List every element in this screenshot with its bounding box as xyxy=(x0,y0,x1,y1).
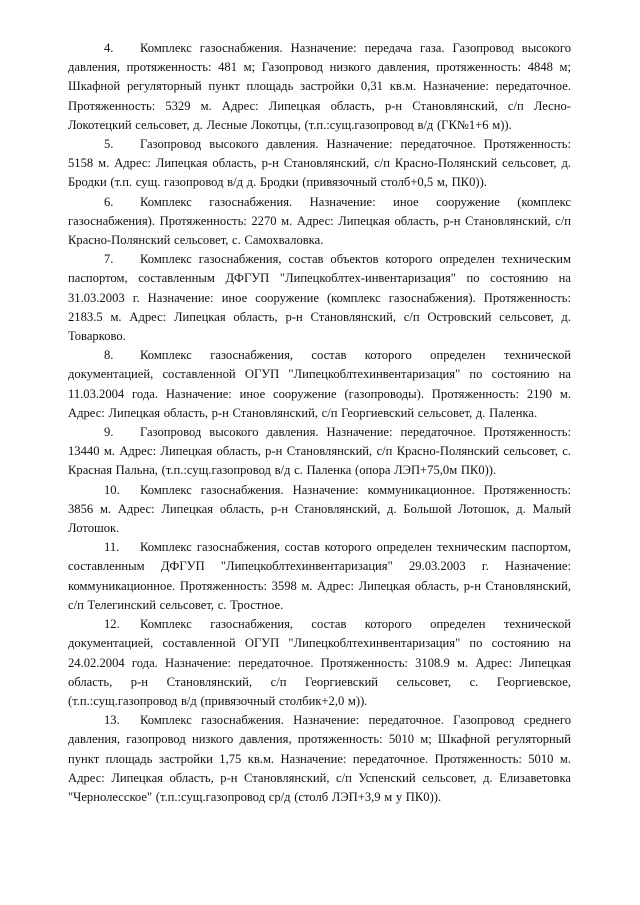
list-item-13 xyxy=(68,711,571,807)
item-number: 8. xyxy=(104,348,114,363)
item-number: 12. xyxy=(104,617,120,632)
list-item-9 xyxy=(68,423,571,481)
list-item-10 xyxy=(68,481,571,539)
item-text: Газопровод высокого давления. Назначение: передаточное. Протяженность: 5158 м. Адрес: Липецкая область, р-н Становлянский, с/п Красно-Полянский сельсовет, д. Бродки (т.п. сущ. газопровод в/д д. Бродки (привязочный столб+0,5 м, ПК0)). xyxy=(68,137,571,190)
item-number: 5. xyxy=(104,137,114,152)
list-item-5 xyxy=(68,135,571,193)
item-number: 11. xyxy=(104,540,120,555)
item-text: Комплекс газоснабжения, состав которого определен технической документацией, составленной ОГУП "Липецкоблтехинвентаризация" по состоянию на 24.02.2004 года. Назначение: передаточное. Протяженность: 3108.9 м. Адрес: Липецкая область, р-н Становлянский, с/п Георгиевский сельсовет, с. Георгиевское, (т.п.:сущ.газопровод в/д (привязочный столбик+2,0 м)). xyxy=(68,617,571,708)
item-text: Комплекс газоснабжения. Назначение: коммуникационное. Протяженность: 3856 м. Адрес: Липецкая область, р-н Становлянский, д. Большой Лотошок, д. Малый Лотошок. xyxy=(68,482,571,536)
list-item-4 xyxy=(68,39,571,135)
item-number: 10. xyxy=(104,482,120,497)
item-text: Комплекс газоснабжения, состав объектов которого определен техническим паспортом, составленным ДФГУП "Липецкоблтех-инвентаризация" по состоянию на 31.03.2003 г. Назначение: иное сооружение (комплекс газоснабжения). Протяженность: 2183.5 м. Адрес: Липецкая область, р-н Становлянский, с/п Островский сельсовет, д. Товарково. xyxy=(68,252,571,344)
list-item-11 xyxy=(68,538,571,615)
item-text: Комплекс газоснабжения, состав которого определен технической документацией, составленной ОГУП "Липецкоблтехинвентаризация" по состоянию на 11.03.2004 года. Назначение: иное сооружение (газопроводы). Протяженность: 2190 м. Адрес: Липецкая область, р-н Становлянский, с/п Георгиевский сельсовет, д. Паленка. xyxy=(68,348,571,420)
item-number: 4. xyxy=(104,41,114,55)
item-text: Комплекс газоснабжения. Назначение: иное сооружение (комплекс газоснабжения). Протяженность: 2270 м. Адрес: Липецкая область, р-н Становлянский, с/п Красно-Полянский сельсовет, с. Самохваловка. xyxy=(68,194,571,248)
document-page xyxy=(68,39,571,807)
item-number: 7. xyxy=(104,252,114,267)
item-text: Комплекс газоснабжения. Назначение: передаточное. Газопровод среднего давления, газопровод низкого давления, протяженность: 5010 м; Шкафной регуляторный пункт площадь застройки 1,75 кв.м. Назначение: передаточное. Протяженность: 5010 м. Адрес: Липецкая область, р-н Становлянский, с/п Успенский сельсовет, д. Елизаветовка "Чернолесское" (т.п.:сущ.газопровод ср/д (столб ЛЭП+3,9 м у ПК0)). xyxy=(68,713,571,804)
item-text: Газопровод высокого давления. Назначение: передаточное. Протяженность: 13440 м. Адрес: Липецкая область, р-н Становлянский, с/п Красно-Полянский сельсовет, с. Красная Пальна, (т.п.:сущ.газопровод в/д с. Паленка (опора ЛЭП+75,0м ПК0)). xyxy=(68,425,571,478)
list-item-12 xyxy=(68,615,571,711)
list-item-7 xyxy=(68,250,571,346)
list-item-8 xyxy=(68,346,571,423)
item-number: 13. xyxy=(104,713,120,728)
item-text: Комплекс газоснабжения. Назначение: передача газа. Газопровод высокого давления, протяженность: 481 м; Газопровод низкого давления, протяженность: 4848 м; Шкафной регуляторный пункт площадь застройки 0,31 кв.м. Назначение: передаточное. Протяженность: 5329 м. Адрес: Липецкая область, р-н Становлянский, с/п Лесно-Локотецкий сельсовет, д. Лесные Локотцы, (т.п.:сущ.газопровод в/д (ГК№1+6 м)). xyxy=(68,41,571,132)
item-number: 9. xyxy=(104,425,114,440)
list-item-6 xyxy=(68,193,571,251)
item-text: Комплекс газоснабжения, состав которого определен техническим паспортом, составленным ДФГУП "Липецкоблтехинвентаризация" 29.03.2003 г. Назначение: коммуникационное. Протяженность: 3598 м. Адрес: Липецкая область, р-н Становлянский, с/п Телегинский сельсовет, с. Тростное. xyxy=(68,540,571,612)
item-number: 6. xyxy=(104,194,114,209)
